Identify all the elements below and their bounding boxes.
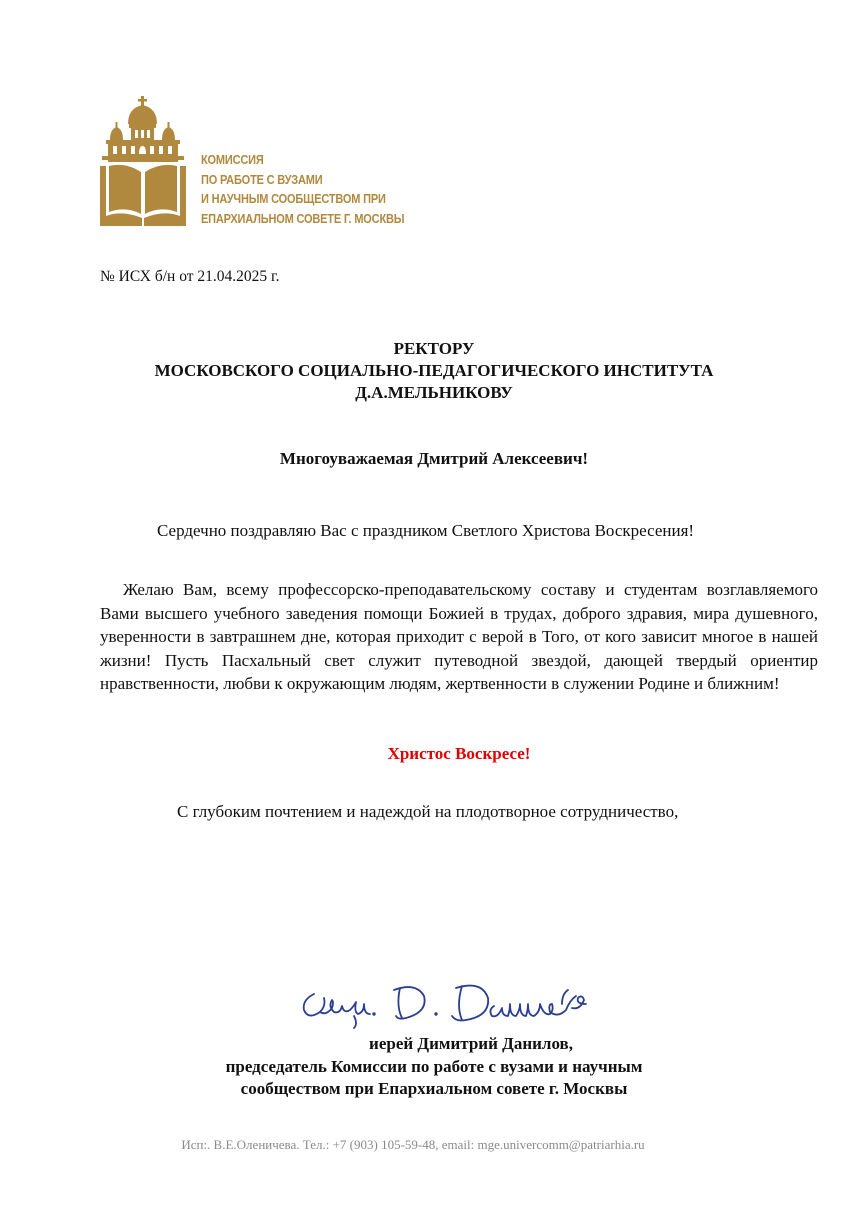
org-name-line: И НАУЧНЫМ СООБЩЕСТВОМ ПРИ xyxy=(201,192,386,206)
recipient-line: МОСКОВСКОГО СОЦИАЛЬНО-ПЕДАГОГИЧЕСКОГО ИНСТИТУТА xyxy=(154,361,714,380)
outgoing-reference: № ИСХ б/н от 21.04.2025 г. xyxy=(100,268,280,285)
contact-footer: Исп:. В.Е.Оленичева. Тел.: +7 (903) 105-59-48, email: mge.univercomm@patriarhia.ru xyxy=(181,1137,645,1152)
recipient-line: Д.А.МЕЛЬНИКОВУ xyxy=(355,383,513,402)
org-name-line: КОМИССИЯ xyxy=(201,153,264,167)
closing-line: С глубоким почтением и надеждой на плодотворное сотрудничество, xyxy=(177,802,679,821)
signatory-name: иерей Димитрий Данилов, xyxy=(369,1034,573,1053)
recipient-line: РЕКТОРУ xyxy=(393,339,475,358)
org-name-line: ЕПАРХИАЛЬНОМ СОВЕТЕ Г. МОСКВЫ xyxy=(201,211,405,226)
signatory-block xyxy=(150,1033,718,1101)
easter-greeting: Христос Воскресе! xyxy=(387,744,531,763)
recipient-block xyxy=(0,338,868,404)
signatory-title-line: председатель Комиссии по работе с вузами и научным xyxy=(225,1056,643,1076)
organization-name xyxy=(201,151,404,229)
salutation: Многоуважаемая Дмитрий Алексеевич! xyxy=(279,449,589,468)
wishes-paragraph: Желаю Вам, всему профессорско-преподавательскому составу и студентам возглавляемого Вами высшего учебного заведения помощи Божией в трудах, доброго здравия, мира душевного, уверенности в завтрашнем дне, которая приходит с верой в Того, от кого зависит многое в нашей жизни! Пусть Пасхальный свет служит путеводной звездой, дающей твердый ориентир нравственности, любви к окружающим людям, жертвенности в служении Родине и ближним! xyxy=(100,580,818,693)
cathedral-book-icon xyxy=(98,96,188,226)
congratulation-paragraph: Сердечно поздравляю Вас с праздником Светлого Христова Воскресения! xyxy=(157,521,695,540)
signatory-title-line: сообществом при Епархиальном совете г. Москвы xyxy=(240,1079,628,1098)
org-name-line: ПО РАБОТЕ С ВУЗАМИ xyxy=(201,172,323,187)
handwritten-signature xyxy=(296,976,606,1036)
